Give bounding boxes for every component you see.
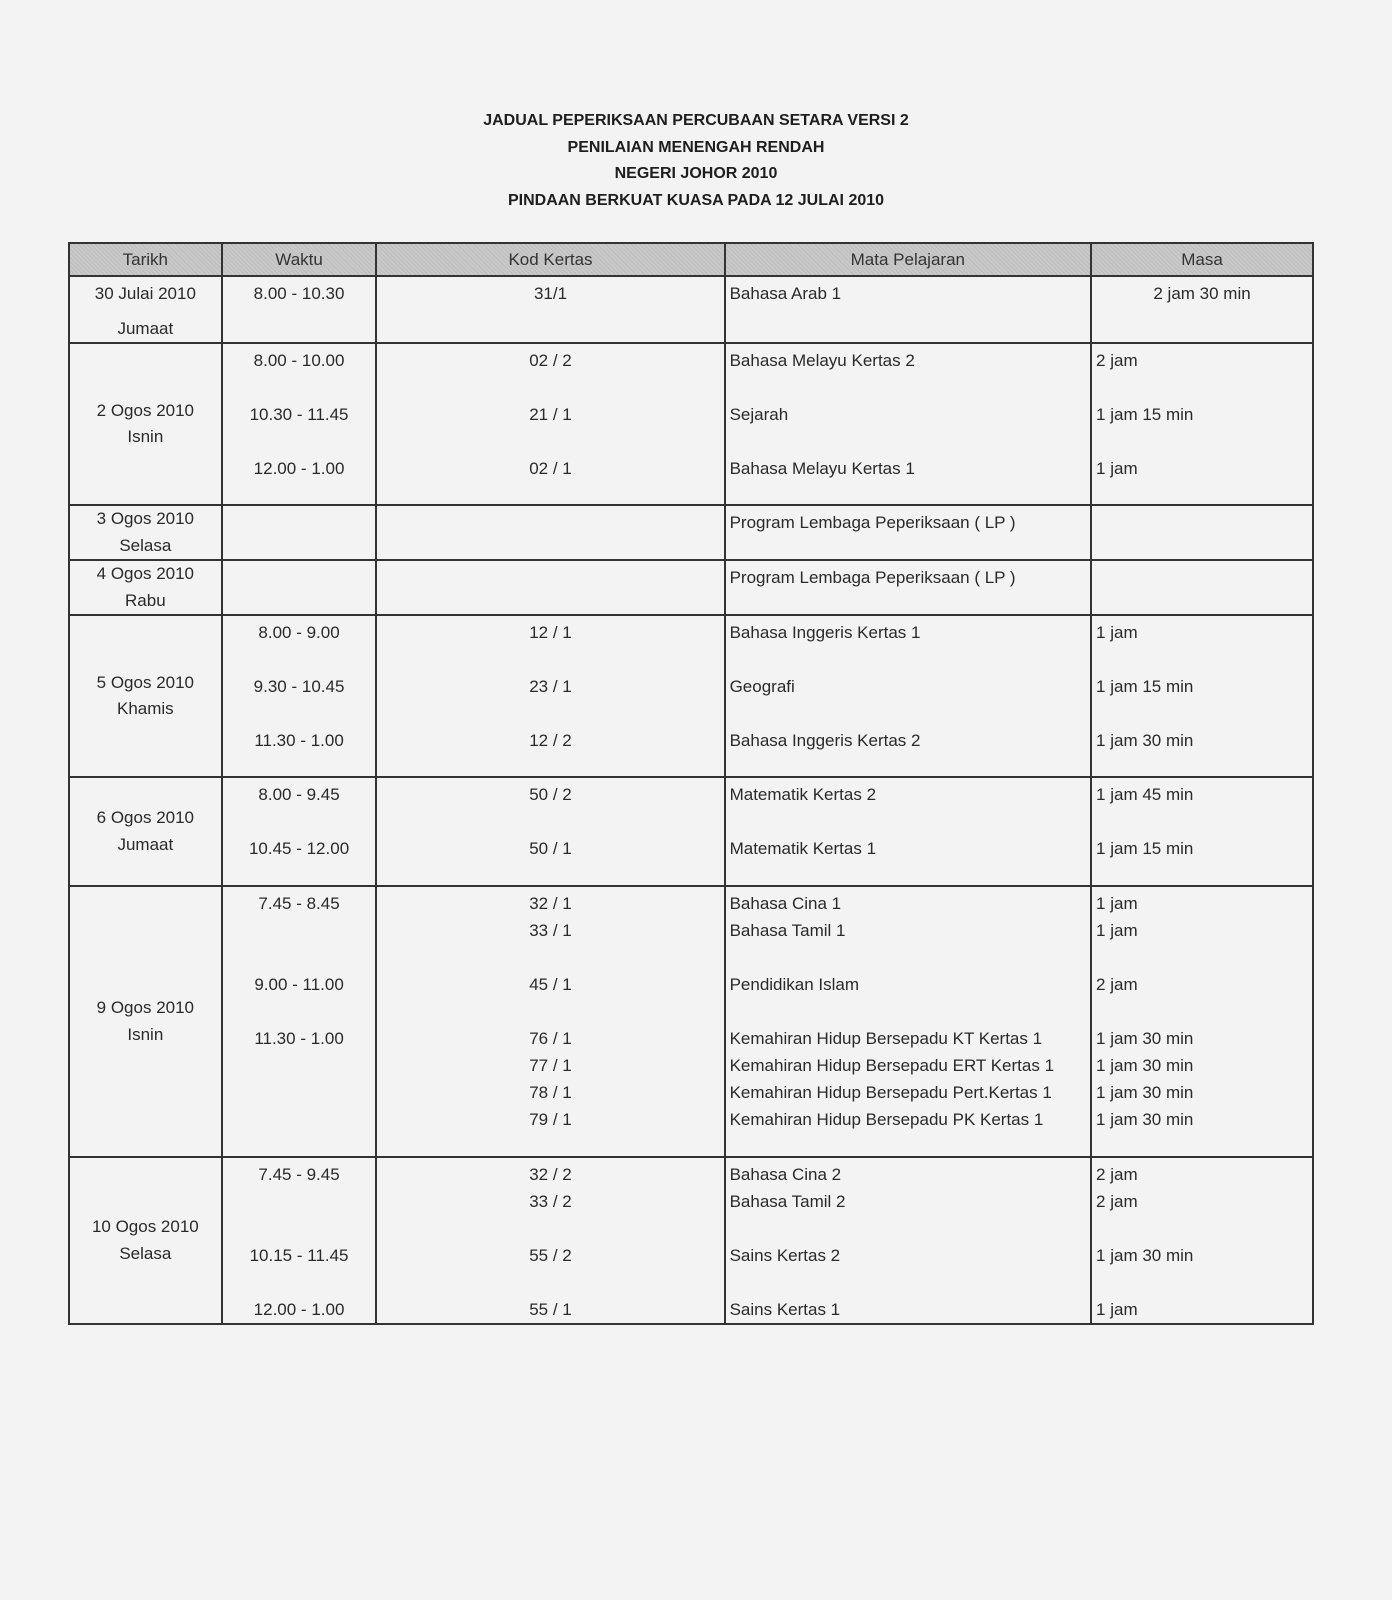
- code-cell: [376, 886, 724, 1157]
- time-slot: 8.00 - 10.30: [253, 284, 345, 303]
- subject-name: Matematik Kertas 2: [729, 785, 877, 804]
- table-row: [69, 886, 1313, 1157]
- paper-code: 12 / 1: [529, 623, 572, 642]
- time-cell: [222, 1157, 377, 1324]
- time-slot: 11.30 - 1.00: [254, 1029, 344, 1048]
- paper-code: 55 / 1: [529, 1300, 572, 1319]
- table-row: [69, 777, 1313, 886]
- header-date: Tarikh: [69, 243, 222, 276]
- subject-name: Kemahiran Hidup Bersepadu KT Kertas 1: [729, 1029, 1043, 1048]
- subject-cell: [725, 1157, 1091, 1324]
- subject-name: Bahasa Cina 1: [729, 894, 842, 913]
- time-slot: 10.15 - 11.45: [249, 1246, 349, 1265]
- title-line-1: JADUAL PEPERIKSAAN PERCUBAAN SETARA VERSI 2: [483, 112, 909, 129]
- subject-name: Program Lembaga Peperiksaan ( LP ): [729, 568, 1016, 587]
- duration-cell: [1091, 343, 1313, 505]
- subject-name: Bahasa Melayu Kertas 1: [729, 459, 915, 478]
- time-slot: 11.30 - 1.00: [254, 731, 344, 750]
- subject-name: Sains Kertas 2: [729, 1246, 841, 1265]
- time-cell: [222, 505, 377, 560]
- duration: 2 jam: [1096, 1192, 1138, 1211]
- time-slot: 7.45 - 8.45: [258, 894, 340, 913]
- date-text: 4 Ogos 2010: [96, 564, 195, 583]
- day-text: Selasa: [119, 535, 172, 555]
- duration-cell: [1091, 276, 1313, 343]
- subject-cell: [725, 615, 1091, 777]
- day-text: Selasa: [119, 1243, 172, 1263]
- date-cell: [69, 560, 222, 615]
- paper-code: 33 / 2: [529, 1192, 572, 1211]
- paper-code: 78 / 1: [529, 1083, 572, 1102]
- date-cell: [69, 777, 222, 886]
- time-cell: [222, 560, 377, 615]
- day-text: Jumaat: [117, 318, 174, 338]
- time-slot: 7.45 - 9.45: [258, 1165, 340, 1184]
- paper-code: 32 / 1: [529, 894, 572, 913]
- paper-code: 55 / 2: [529, 1246, 572, 1265]
- duration: 1 jam 30 min: [1096, 1056, 1194, 1075]
- code-cell: [376, 1157, 724, 1324]
- duration: 1 jam 45 min: [1096, 785, 1194, 804]
- subject-name: Kemahiran Hidup Bersepadu PK Kertas 1: [729, 1110, 1044, 1129]
- day-text: Isnin: [127, 1024, 164, 1044]
- date-cell: [69, 886, 222, 1157]
- code-cell: [376, 777, 724, 886]
- duration: 1 jam: [1096, 894, 1138, 913]
- paper-code: 02 / 1: [529, 459, 572, 478]
- time-slot: 12.00 - 1.00: [253, 1300, 345, 1319]
- subject-name: Kemahiran Hidup Bersepadu ERT Kertas 1: [729, 1056, 1055, 1075]
- time-cell: [222, 777, 377, 886]
- paper-code: 45 / 1: [529, 975, 572, 994]
- date-cell: [69, 615, 222, 777]
- duration: 1 jam: [1096, 921, 1138, 940]
- duration: 2 jam: [1096, 1165, 1138, 1184]
- duration: 1 jam 15 min: [1096, 677, 1194, 696]
- table-row: [69, 505, 1313, 560]
- code-cell: [376, 505, 724, 560]
- date-text: 10 Ogos 2010: [91, 1217, 199, 1236]
- time-slot: 12.00 - 1.00: [253, 459, 345, 478]
- subject-name: Pendidikan Islam: [729, 975, 860, 994]
- table-row: [69, 343, 1313, 505]
- table-row: [69, 615, 1313, 777]
- time-slot: 10.45 - 12.00: [248, 839, 350, 858]
- duration: 1 jam 30 min: [1096, 1110, 1194, 1129]
- date-cell: [69, 343, 222, 505]
- title-line-3: NEGERI JOHOR 2010: [614, 165, 778, 182]
- subject-name: Geografi: [729, 677, 795, 696]
- time-slot: 9.30 - 10.45: [253, 677, 345, 696]
- paper-code: 21 / 1: [529, 405, 572, 424]
- subject-name: Matematik Kertas 1: [729, 839, 877, 858]
- duration-cell: [1091, 886, 1313, 1157]
- date-text: 2 Ogos 2010: [96, 400, 195, 420]
- duration: 2 jam: [1096, 975, 1138, 994]
- subject-name: Bahasa Inggeris Kertas 2: [729, 731, 921, 750]
- header-subject: Mata Pelajaran: [725, 243, 1091, 276]
- date-text: 5 Ogos 2010: [96, 672, 195, 692]
- header-code: Kod Kertas: [376, 243, 724, 276]
- subject-name: Bahasa Cina 2: [729, 1165, 842, 1184]
- subject-name: Program Lembaga Peperiksaan ( LP ): [729, 513, 1016, 532]
- code-cell: [376, 276, 724, 343]
- date-cell: [69, 505, 222, 560]
- title-line-2: PENILAIAN MENENGAH RENDAH: [567, 138, 825, 156]
- date-cell: [69, 1157, 222, 1324]
- document-title: [0, 108, 1392, 214]
- title-line-4: PINDAAN BERKUAT KUASA PADA 12 JULAI 2010: [507, 191, 885, 209]
- duration: 1 jam 15 min: [1096, 405, 1194, 424]
- duration: 1 jam: [1096, 459, 1138, 478]
- duration-cell: [1091, 505, 1313, 560]
- time-slot: 9.00 - 11.00: [254, 975, 344, 994]
- paper-code: 31/1: [533, 284, 568, 303]
- header-duration: Masa: [1091, 243, 1313, 276]
- day-text: Isnin: [127, 427, 164, 446]
- subject-name: Sains Kertas 1: [729, 1300, 841, 1319]
- paper-code: 12 / 2: [529, 731, 572, 750]
- subject-name: Bahasa Melayu Kertas 2: [729, 351, 915, 370]
- time-cell: [222, 615, 377, 777]
- subject-name: Sejarah: [729, 405, 789, 424]
- paper-code: 32 / 2: [529, 1165, 572, 1184]
- date-cell: [69, 276, 222, 343]
- duration: 2 jam 30 min: [1153, 284, 1251, 303]
- duration: 1 jam: [1096, 1300, 1138, 1319]
- time-cell: [222, 276, 377, 343]
- paper-code: 77 / 1: [529, 1056, 572, 1075]
- time-cell: [222, 343, 377, 505]
- duration-cell: [1091, 560, 1313, 615]
- code-cell: [376, 560, 724, 615]
- table-header-row: [69, 243, 1313, 276]
- date-text: 9 Ogos 2010: [96, 998, 195, 1017]
- date-text: 6 Ogos 2010: [96, 808, 195, 827]
- duration: 1 jam 15 min: [1096, 839, 1194, 858]
- time-cell: [222, 886, 377, 1157]
- time-slot: 8.00 - 10.00: [253, 351, 345, 370]
- paper-code: 02 / 2: [529, 351, 572, 370]
- duration-cell: [1091, 615, 1313, 777]
- paper-code: 33 / 1: [529, 921, 572, 940]
- subject-cell: [725, 886, 1091, 1157]
- subject-cell: [725, 505, 1091, 560]
- duration-cell: [1091, 1157, 1313, 1324]
- subject-name: Bahasa Tamil 1: [729, 921, 846, 940]
- paper-code: 50 / 1: [529, 839, 572, 858]
- day-text: Rabu: [125, 590, 166, 610]
- subject-cell: [725, 276, 1091, 343]
- exam-schedule-table: [68, 242, 1314, 1325]
- subject-name: Bahasa Inggeris Kertas 1: [729, 623, 921, 642]
- subject-cell: [725, 560, 1091, 615]
- paper-code: 23 / 1: [529, 677, 572, 696]
- subject-name: Bahasa Tamil 2: [729, 1192, 846, 1211]
- time-slot: 8.00 - 9.45: [258, 785, 340, 804]
- paper-code: 50 / 2: [529, 785, 572, 804]
- day-text: Khamis: [117, 699, 174, 718]
- duration: 1 jam 30 min: [1096, 1029, 1194, 1048]
- time-slot: 10.30 - 11.45: [249, 405, 349, 424]
- paper-code: 79 / 1: [529, 1110, 572, 1129]
- table-row: [69, 560, 1313, 615]
- table-row: [69, 276, 1313, 343]
- subject-name: Bahasa Arab 1: [729, 284, 842, 303]
- header-time: Waktu: [222, 243, 377, 276]
- duration: 1 jam 30 min: [1096, 1246, 1194, 1265]
- table-row: [69, 1157, 1313, 1324]
- subject-name: Kemahiran Hidup Bersepadu Pert.Kertas 1: [729, 1083, 1052, 1102]
- day-text: Jumaat: [117, 834, 174, 854]
- duration: 1 jam 30 min: [1096, 731, 1194, 750]
- code-cell: [376, 343, 724, 505]
- subject-cell: [725, 343, 1091, 505]
- time-slot: 8.00 - 9.00: [258, 623, 340, 642]
- duration: 1 jam: [1096, 623, 1138, 642]
- duration: 1 jam 30 min: [1096, 1083, 1194, 1102]
- date-text: 3 Ogos 2010: [96, 509, 195, 528]
- date-text: 30 Julai 2010: [94, 284, 196, 303]
- duration: 2 jam: [1096, 351, 1138, 370]
- subject-cell: [725, 777, 1091, 886]
- duration-cell: [1091, 777, 1313, 886]
- paper-code: 76 / 1: [529, 1029, 572, 1048]
- code-cell: [376, 615, 724, 777]
